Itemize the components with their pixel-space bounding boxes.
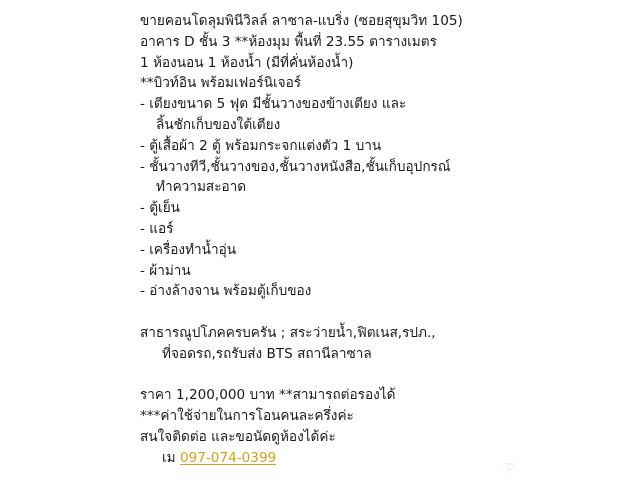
furniture-item-bed-cont: ลิ้นชักเก็บของใต้เตียง bbox=[156, 116, 281, 133]
contact-note: สนใจติดต่อ และขอนัดดูห้องได้ค่ะ bbox=[140, 428, 336, 445]
phone-link[interactable]: 097-074-0399 bbox=[179, 449, 277, 466]
facilities: สาธารณูปโภคครบครัน ; สระว่ายน้ำ,ฟิตเนส,รปภ., bbox=[140, 324, 436, 341]
furniture-item-shelves-cont: ทำความสะอาด bbox=[156, 179, 247, 196]
furniture-item-water-heater: - เครื่องทำน้ำอุ่น bbox=[140, 241, 237, 258]
furniture-item-sink: - อ่างล้างจาน พร้อมตู้เก็บของ bbox=[140, 283, 312, 300]
price: ราคา 1,200,000 บาท **สามารถต่อรองได้ bbox=[140, 387, 396, 404]
furniture-item-bed: - เตียงขนาด 5 ฟุต มีชั้นวางของข้างเตียง และ bbox=[140, 96, 407, 113]
listing-title: ขายคอนโดลุมพินีวิลล์ ลาซาล-แบริ่ง (ซอยสุขุมวิท 105) bbox=[140, 13, 463, 29]
heart-icon[interactable]: ♡ bbox=[505, 461, 515, 474]
furniture-header: **บิวท์อิน พร้อมเฟอร์นิเจอร์ bbox=[140, 75, 302, 92]
furniture-item-curtains: - ผ้าม่าน bbox=[140, 262, 191, 279]
room-info: 1 ห้องนอน 1 ห้องน้ำ (มีที่คั่นห้องน้ำ) bbox=[140, 54, 354, 71]
spacer bbox=[140, 365, 520, 386]
furniture-item-shelves: - ชั้นวางทีวี,ชั้นวางของ,ชั้นวางหนังสือ,ชั้นเก็บอุปกรณ์ bbox=[140, 158, 451, 175]
transfer-note: ***ค่าใช้จ่ายในการโอนคนละครึ่งค่ะ bbox=[140, 408, 354, 425]
facilities-cont: ที่จอดรถ,รถรับส่ง BTS สถานีลาซาล bbox=[162, 345, 372, 362]
spacer bbox=[140, 302, 520, 323]
building-info: อาคาร D ชั้น 3 **ห้องมุม พื้นที่ 23.55 ตารางเมตร bbox=[140, 33, 437, 50]
listing-document bbox=[140, 11, 520, 469]
contact-line bbox=[140, 448, 520, 469]
furniture-item-fridge: - ตู้เย็น bbox=[140, 200, 180, 217]
furniture-item-aircon: - แอร์ bbox=[140, 220, 174, 237]
contact-name: เม bbox=[162, 449, 176, 466]
furniture-item-wardrobe: - ตู้เสื้อผ้า 2 ตู้ พร้อมกระจกแต่งตัว 1 บาน bbox=[140, 137, 382, 154]
